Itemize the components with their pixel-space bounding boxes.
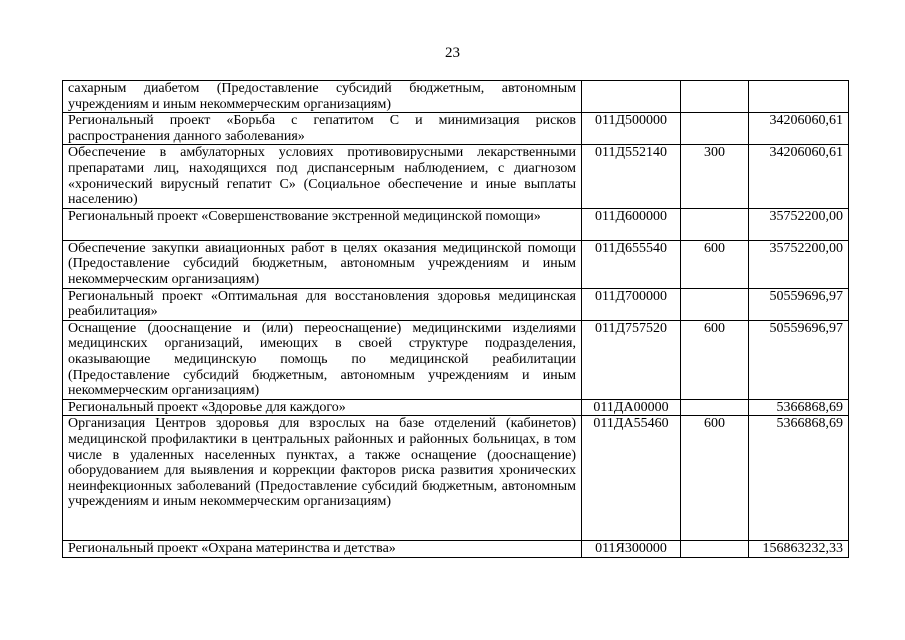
table-row — [63, 240, 849, 288]
table-row — [63, 113, 849, 145]
row-sum: 35752200,00 — [749, 240, 849, 288]
row-expense-type — [681, 288, 749, 320]
row-name: Региональный проект «Совершенствование экстренной медицинской помощи» — [63, 208, 582, 240]
row-name: Обеспечение в амбулаторных условиях противовирусными лекарственными препаратами лиц, находящихся под диспансерным наблюдением, с диагнозом «хронический вирусный гепатит С» (Социальное обеспечение и иные выплаты населению) — [63, 145, 582, 208]
table-row — [63, 320, 849, 399]
row-expense-type: 600 — [681, 320, 749, 399]
row-expense-type — [681, 541, 749, 558]
row-expense-type: 600 — [681, 240, 749, 288]
row-expense-type: 600 — [681, 416, 749, 541]
row-code: 011Д655540 — [582, 240, 681, 288]
row-code: 011Д552140 — [582, 145, 681, 208]
row-sum: 34206060,61 — [749, 113, 849, 145]
row-code: 011ДА55460 — [582, 416, 681, 541]
budget-table — [62, 80, 849, 558]
row-sum: 5366868,69 — [749, 399, 849, 416]
row-sum — [749, 81, 849, 113]
row-expense-type — [681, 399, 749, 416]
table-row — [63, 81, 849, 113]
row-code: 011Я300000 — [582, 541, 681, 558]
row-code: 011Д757520 — [582, 320, 681, 399]
row-sum: 35752200,00 — [749, 208, 849, 240]
row-sum: 156863232,33 — [749, 541, 849, 558]
table-row — [63, 399, 849, 416]
row-name: Оснащение (дооснащение и (или) переоснащение) медицинскими изделиями медицинских организаций, имеющих в своей структуре подразделения, оказывающие медицинскую помощь по медицинской реабилитации (Предоставление субсидий бюджетным, автономным учреждениям и иным некоммерческим организациям) — [63, 320, 582, 399]
table-row — [63, 208, 849, 240]
row-name: Обеспечение закупки авиационных работ в целях оказания медицинской помощи (Предоставление субсидий бюджетным, автономным учреждениям и иным некоммерческим организациям) — [63, 240, 582, 288]
row-name: Региональный проект «Охрана материнства и детства» — [63, 541, 582, 558]
row-expense-type: 300 — [681, 145, 749, 208]
table-row — [63, 541, 849, 558]
row-name: сахарным диабетом (Предоставление субсидий бюджетным, автономным учреждениям и иным некоммерческим организациям) — [63, 81, 582, 113]
row-name: Организация Центров здоровья для взрослых на базе отделений (кабинетов) медицинской профилактики в центральных районных и районных больницах, в том числе в удаленных населенных пунктах, а также оснащение (дооснащение) оборудованием для выявления и коррекции факторов риска развития хронических неинфекционных заболеваний (Предоставление субсидий бюджетным, автономным учреждениям и иным некоммерческим организациям) — [63, 416, 582, 541]
row-code: 011Д600000 — [582, 208, 681, 240]
row-code: 011Д500000 — [582, 113, 681, 145]
table-row — [63, 145, 849, 208]
row-expense-type — [681, 113, 749, 145]
row-sum: 50559696,97 — [749, 320, 849, 399]
row-name: Региональный проект «Оптимальная для восстановления здоровья медицинская реабилитация» — [63, 288, 582, 320]
row-sum: 5366868,69 — [749, 416, 849, 541]
row-code: 011ДА00000 — [582, 399, 681, 416]
row-code — [582, 81, 681, 113]
row-expense-type — [681, 81, 749, 113]
page-number: 23 — [445, 45, 460, 61]
row-expense-type — [681, 208, 749, 240]
row-name: Региональный проект «Здоровье для каждого» — [63, 399, 582, 416]
row-sum: 50559696,97 — [749, 288, 849, 320]
table-row — [63, 288, 849, 320]
table-row — [63, 416, 849, 541]
row-sum: 34206060,61 — [749, 145, 849, 208]
row-name: Региональный проект «Борьба с гепатитом С и минимизация рисков распространения данного заболевания» — [63, 113, 582, 145]
row-code: 011Д700000 — [582, 288, 681, 320]
